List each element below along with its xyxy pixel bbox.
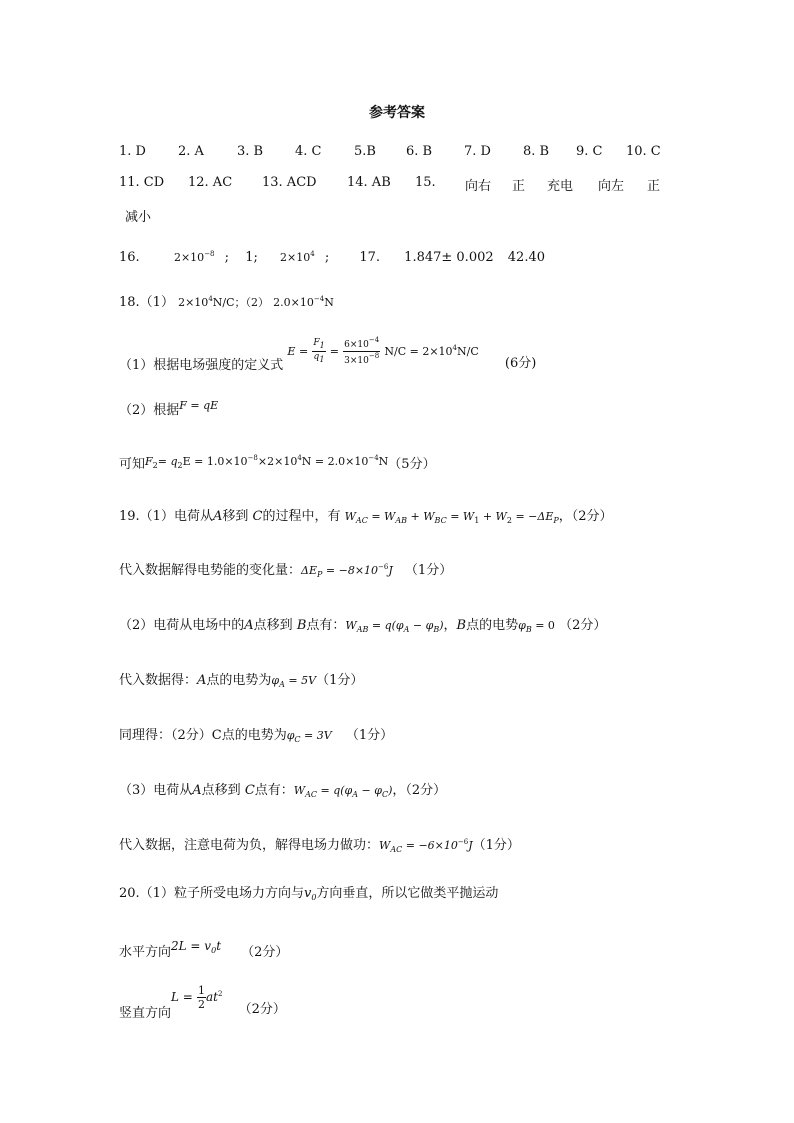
q19-l7-f1-sub: AC: [390, 845, 403, 854]
answer-15-c: 充电: [547, 179, 574, 194]
page-title: 参考答案: [369, 105, 425, 121]
q19-l7-unit: J: [468, 839, 473, 852]
q19-l7-f2: = −6×10: [402, 839, 458, 852]
q19-l3-f2-sub: A: [403, 625, 410, 634]
q19-l1-f4-sub: 1: [474, 516, 480, 525]
q19-l4-mid: 点的电势为: [206, 673, 272, 688]
q18-q: q: [313, 352, 320, 362]
q20-l3-exp: 2: [217, 990, 223, 998]
q19-l6-mid: 点移到: [201, 783, 241, 798]
q20-l3-L: L =: [171, 990, 193, 1004]
q18-step-2-formula: F = qE: [179, 399, 219, 412]
q19-l1-f5-sub: 2: [506, 516, 512, 525]
q16-a1: 2×10: [173, 251, 205, 264]
q18-step-3-text: 可知: [119, 457, 146, 472]
q18-den: 3×10: [344, 356, 369, 366]
q19-l1-f1-sub: AC: [355, 516, 368, 525]
q18-q-sub: 1: [319, 355, 325, 364]
q19-l6-f2: = q(φ: [317, 784, 353, 797]
q19-l6-mid2: 点有：: [254, 783, 294, 798]
q18-step-3: [119, 455, 436, 471]
q18-ans1: 2×10: [178, 296, 209, 309]
q19-l3-A: A: [244, 618, 254, 633]
q19-l3-f3-sub: B: [433, 625, 440, 634]
q20-l1-v-sub: 0: [311, 893, 317, 902]
q18-ans2-unit: N: [324, 296, 334, 309]
q19-l2-sub: P: [317, 570, 323, 579]
q19-l3-f5: φ: [518, 619, 526, 632]
q20-line-2: [119, 940, 288, 959]
q16-sep1: ;: [224, 250, 230, 265]
q19-l7-exp: −6: [457, 838, 469, 846]
q18-ans2: 2.0×10: [273, 296, 314, 309]
q20-l3-den: 2: [198, 998, 205, 1011]
q19-l3-score: （2分）: [559, 618, 607, 633]
q19-l6-C: C: [244, 783, 255, 798]
q20-l2-sub: 0: [211, 946, 217, 955]
answer-18-head: [119, 296, 334, 309]
q20-line-3: [119, 984, 286, 1021]
q19-l5-f1: φ: [286, 729, 295, 742]
q19-l7-score: （1分）: [472, 838, 520, 853]
answer-15-f: 减小: [125, 210, 152, 225]
q19-l1-f2-sub: AB: [395, 516, 408, 525]
q20-l1-end: 方向垂直，所以它做类平抛运动: [316, 886, 499, 901]
q19-l7-f1: W: [379, 839, 391, 852]
q19-line-4: [119, 674, 363, 689]
q19-l2-unit: J: [388, 564, 393, 577]
q18-unit-exp: 4: [452, 344, 457, 352]
q18-F-sub: 1: [319, 341, 325, 350]
q16-a3: 2×10: [279, 251, 311, 264]
answer-10: 10. C: [626, 144, 661, 159]
q19-l5-score: （1分）: [345, 728, 394, 743]
q19-l6-f2-sub: A: [352, 790, 359, 799]
q18-step-2: [119, 400, 218, 417]
answer-12: 12. AC: [188, 175, 233, 190]
q19-l4-score: （1分）: [316, 673, 364, 688]
q19-l1-score: ，（2分）: [558, 509, 613, 524]
q18-num: 6×10: [344, 340, 369, 350]
q19-l3-f1: W: [345, 619, 357, 632]
q19-l2-exp: −6: [378, 563, 389, 571]
q19-l6-score: ，（2分）: [392, 783, 447, 798]
q19-l1-f3: + W: [407, 510, 435, 523]
q19-line-5: [119, 729, 393, 744]
q16-label: 16.: [119, 250, 140, 265]
q19-l3-f6: = 0: [531, 619, 555, 632]
q18-formula-E: E =: [287, 345, 309, 358]
q20-l2-text: 水平方向: [119, 945, 172, 960]
q19-l5-f2: = 3V: [300, 729, 332, 742]
answer-2: 2. A: [178, 144, 204, 159]
q20-l2-t: t: [216, 939, 222, 953]
q19-l4-f1: φ: [271, 674, 280, 687]
q19-line-1: [119, 510, 613, 525]
q16-sep2: ;: [324, 250, 330, 265]
q19-l1-f2: = W: [367, 510, 396, 523]
q20-line-1: [119, 887, 498, 902]
q18-eq: =: [329, 345, 340, 358]
q18-ans1-exp: 4: [208, 295, 213, 303]
q18-head: 18.（1）: [119, 295, 174, 310]
q16-a3-exp: 4: [310, 250, 315, 258]
q19-l3-mid4: 点的电势: [466, 618, 519, 633]
q18-num-exp: −4: [368, 336, 380, 344]
q19-l6-f1: W: [293, 784, 306, 797]
q19-l4-f2: = 5V: [284, 674, 317, 687]
q18-fraction-numeric: [343, 337, 380, 366]
q20-l2-f: 2L = v: [171, 939, 212, 953]
q19-l4-text: 代入数据得：: [119, 673, 198, 688]
q19-l4-f1-sub: A: [279, 680, 285, 689]
q18-step-1-text: （1）根据电场强度的定义式: [119, 358, 284, 373]
q19-l3-f1-sub: AB: [356, 625, 369, 634]
q19-l1-f3-sub: BC: [434, 516, 447, 525]
q19-l3-B: B: [296, 618, 307, 633]
answer-1: 1. D: [119, 144, 146, 159]
q20-l3-score: （2分）: [238, 1002, 286, 1017]
q20-l3-num: 1: [198, 984, 205, 997]
q18-ans1-unit: N/C；（2）: [212, 296, 270, 309]
q19-l1-mid: 移到: [222, 509, 249, 524]
q19-l6-f3-sub: C: [381, 790, 389, 799]
q18-step-1-score: (6分): [504, 356, 537, 371]
answer-4: 4. C: [295, 144, 322, 159]
q19-l6-text: （3）电荷从: [119, 783, 193, 798]
answer-15-e: 正: [647, 179, 661, 194]
q19-l1-f1: W: [344, 510, 356, 523]
answer-15-b: 正: [512, 179, 526, 194]
q19-l2-text: 代入数据解得电势能的变化量：: [119, 563, 302, 578]
q18-exp1: −8: [247, 454, 258, 462]
q19-l1-A: A: [212, 509, 223, 524]
answer-7: 7. D: [464, 144, 491, 159]
answer-15-a: 向右: [465, 179, 492, 194]
answer-14: 14. AB: [347, 175, 391, 190]
q19-l6-f4: ): [388, 784, 393, 797]
answer-16-17: [119, 251, 545, 264]
q19-l5-f1-sub: C: [294, 735, 301, 744]
q19-l7-text: 代入数据，注意电荷为负，解得电场力做功：: [119, 838, 380, 853]
q19-l1-C: C: [252, 509, 263, 524]
q20-l2-score: （2分）: [241, 945, 289, 960]
q18-mid3: N = 2.0×10: [301, 455, 369, 468]
q20-fraction-half: [197, 985, 206, 1010]
q18-unit: N/C = 2×10: [384, 345, 453, 358]
q19-l3-f3: − φ: [409, 619, 434, 632]
q19-line-6: [119, 784, 446, 799]
q18-exp3: −4: [368, 454, 379, 462]
answer-8: 8. B: [523, 144, 550, 159]
answer-6: 6. B: [406, 144, 433, 159]
q19-l3-B2: B: [456, 618, 467, 633]
q19-l3-f4: ): [439, 619, 444, 632]
answer-11: 11. CD: [119, 175, 165, 190]
q19-l2-score: （1分）: [404, 563, 453, 578]
q19-line-2: [119, 564, 452, 579]
answer-3: 3. B: [237, 144, 264, 159]
answer-15-label: 15.: [415, 175, 436, 190]
q19-l2-f1: ΔE: [301, 564, 317, 577]
q20-l3-text: 竖直方向: [119, 1006, 172, 1021]
q19-line-7: [119, 839, 520, 854]
q18-step-1: [119, 336, 537, 373]
q18-step-3-score: （5分）: [388, 457, 436, 472]
q16-a1-exp: −8: [204, 250, 215, 258]
q18-mid: E = 1.0×10: [182, 455, 248, 468]
q18-unit2: N/C: [457, 345, 479, 358]
q19-l1-f6-sub: P: [553, 516, 559, 525]
q19-l3-mid: 点移到: [253, 618, 293, 633]
answer-9: 9. C: [576, 144, 603, 159]
q19-l1-mid2: 的过程中，有: [262, 509, 341, 524]
q18-step-2-text: （2）根据: [119, 403, 180, 418]
answer-15-d: 向左: [598, 179, 625, 194]
q18-end: N: [378, 455, 389, 468]
q19-l1-text: 19.（1）电荷从: [119, 509, 213, 524]
q19-l6-f3: − φ: [358, 784, 382, 797]
q19-line-3: [119, 619, 606, 634]
q18-eq-q2: = q: [157, 455, 178, 468]
q19-l3-f5-sub: B: [525, 625, 532, 634]
q19-l6-A: A: [192, 783, 202, 798]
q20-l3-at: at: [206, 990, 218, 1004]
q19-l1-f5: + W: [479, 510, 507, 523]
q18-ans2-exp: −4: [313, 295, 325, 303]
q19-l3-mid2: 点有：: [306, 618, 346, 633]
q19-l1-f4: = W: [446, 510, 475, 523]
q17-a1: 1.847± 0.002: [404, 250, 494, 265]
q16-a2: 1;: [245, 250, 258, 265]
q19-l3-text: （2）电荷从电场中的: [119, 618, 245, 633]
q19-l3-mid3: ，: [443, 618, 457, 633]
q19-l4-A: A: [197, 673, 207, 688]
q18-den-exp: −8: [368, 352, 380, 360]
q20-l1-text: 20.（1）粒子所受电场力方向与: [119, 886, 304, 901]
answer-5: 5.B: [354, 144, 376, 159]
q18-F2: F: [145, 455, 153, 468]
q19-l3-f2: = q(φ: [368, 619, 404, 632]
answer-13: 13. ACD: [262, 175, 317, 190]
q20-l1-v: v: [303, 886, 312, 901]
q19-l5-text: 同理得：（2分）C点的电势为: [119, 728, 287, 743]
q19-l2-f2: = −8×10: [322, 564, 379, 577]
q17-label: 17.: [359, 250, 381, 265]
q18-mid2: ×2×10: [257, 455, 298, 468]
q19-l6-f1-sub: AC: [305, 790, 318, 799]
q19-l1-f6: = −ΔE: [511, 510, 554, 523]
q18-F: F: [313, 338, 320, 348]
q17-a2: 42.40: [507, 250, 545, 265]
q18-exp2: 4: [297, 454, 302, 462]
q18-fraction-F-over-q: [312, 339, 325, 364]
q18-F2-sub: 2: [152, 461, 158, 470]
q18-q2-sub: 2: [177, 461, 183, 470]
